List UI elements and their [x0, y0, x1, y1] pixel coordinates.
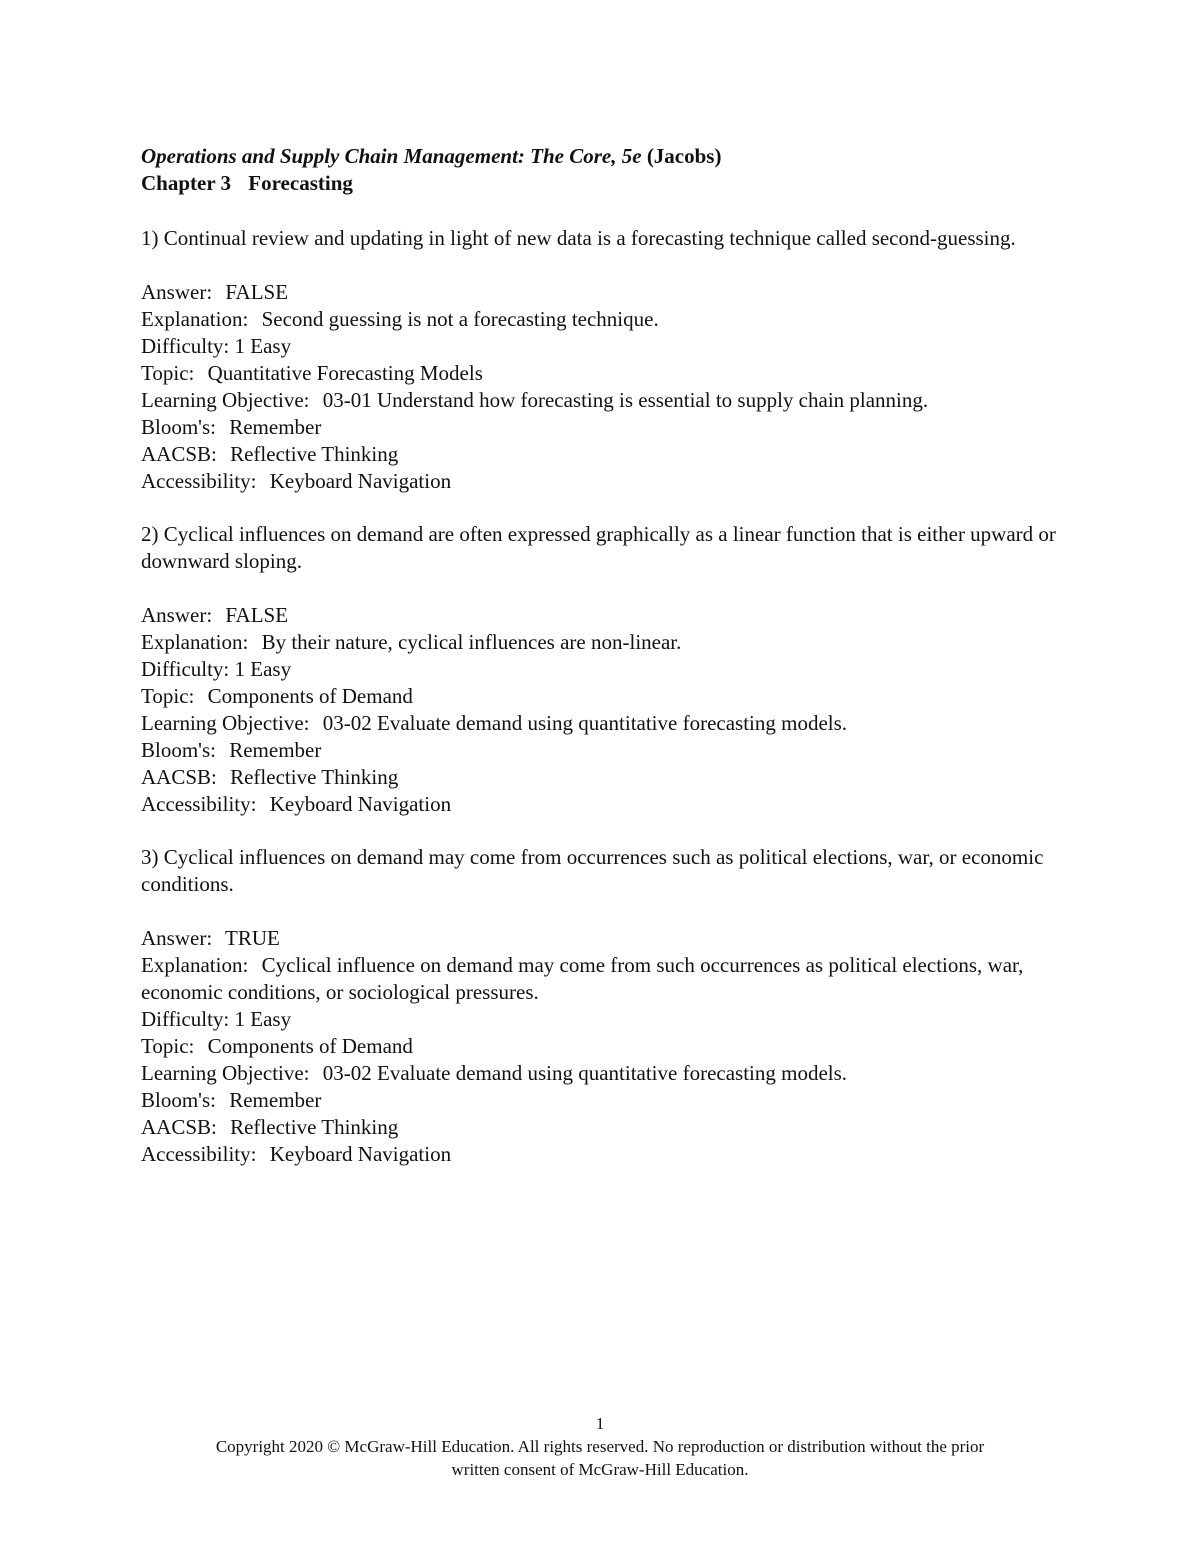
difficulty-value: 1 Easy: [234, 1007, 292, 1031]
aacsb-line: [141, 764, 1061, 791]
learning-objective-value: 03-02 Evaluate demand using quantitative forecasting models.: [322, 1061, 848, 1085]
difficulty-line: [141, 1006, 1061, 1033]
learning-objective-label: Learning Objective:: [141, 388, 310, 412]
copyright-line-1: Copyright 2020 © McGraw-Hill Education. All rights reserved. No reproduction or distribution without the prior: [215, 1437, 985, 1456]
question-text: 3) Cyclical influences on demand may come from occurrences such as political elections, war, or economic conditions.: [141, 845, 1044, 896]
blooms-line: [141, 737, 1061, 764]
difficulty-line: [141, 333, 1061, 360]
answer-label: Answer:: [141, 280, 213, 304]
topic-label: Topic:: [141, 684, 195, 708]
question-2: [141, 521, 1061, 818]
difficulty-label: Difficulty:: [141, 1007, 230, 1031]
answer-line: [141, 279, 1061, 306]
blooms-line: [141, 414, 1061, 441]
topic-value: Components of Demand: [207, 1034, 413, 1058]
aacsb-label: AACSB:: [141, 765, 217, 789]
explanation-line: [141, 952, 1061, 1006]
accessibility-label: Accessibility:: [141, 792, 257, 816]
learning-objective-line: [141, 1060, 1061, 1087]
blooms-line: [141, 1087, 1061, 1114]
answer-label: Answer:: [141, 603, 213, 627]
page-number: 1: [595, 1414, 605, 1433]
answer-line: [141, 602, 1061, 629]
explanation-value: By their nature, cyclical influences are non-linear.: [261, 630, 682, 654]
accessibility-value: Keyboard Navigation: [269, 1142, 452, 1166]
learning-objective-line: [141, 387, 1061, 414]
answer-line: [141, 925, 1061, 952]
aacsb-line: [141, 441, 1061, 468]
aacsb-label: AACSB:: [141, 442, 217, 466]
learning-objective-label: Learning Objective:: [141, 1061, 310, 1085]
topic-label: Topic:: [141, 361, 195, 385]
topic-line: [141, 1033, 1061, 1060]
blooms-label: Bloom's:: [141, 415, 216, 439]
question-1: [141, 225, 1061, 495]
learning-objective-label: Learning Objective:: [141, 711, 310, 735]
topic-value: Quantitative Forecasting Models: [207, 361, 483, 385]
document-title: [141, 143, 1061, 170]
page-content: [141, 143, 1061, 1194]
blooms-label: Bloom's:: [141, 1088, 216, 1112]
chapter-title: Forecasting: [248, 171, 353, 195]
accessibility-label: Accessibility:: [141, 1142, 257, 1166]
explanation-value: Cyclical influence on demand may come from such occurrences as political elections, war, economic conditions, or sociological pressures.: [141, 953, 1029, 1004]
accessibility-line: [141, 791, 1061, 818]
accessibility-value: Keyboard Navigation: [269, 792, 452, 816]
explanation-value: Second guessing is not a forecasting technique.: [261, 307, 659, 331]
accessibility-value: Keyboard Navigation: [269, 469, 452, 493]
explanation-label: Explanation:: [141, 953, 249, 977]
blooms-value: Remember: [229, 415, 322, 439]
explanation-line: [141, 629, 1061, 656]
accessibility-line: [141, 468, 1061, 495]
answer-value: TRUE: [225, 926, 280, 950]
topic-line: [141, 683, 1061, 710]
blooms-label: Bloom's:: [141, 738, 216, 762]
answer-value: FALSE: [225, 603, 289, 627]
blooms-value: Remember: [229, 1088, 322, 1112]
chapter-label: Chapter 3: [141, 171, 232, 195]
book-title: Operations and Supply Chain Management: The Core, 5e: [141, 144, 642, 168]
topic-value: Components of Demand: [207, 684, 413, 708]
explanation-line: [141, 306, 1061, 333]
learning-objective-line: [141, 710, 1061, 737]
difficulty-value: 1 Easy: [234, 657, 292, 681]
topic-line: [141, 360, 1061, 387]
blooms-value: Remember: [229, 738, 322, 762]
aacsb-label: AACSB:: [141, 1115, 217, 1139]
question-text: 2) Cyclical influences on demand are often expressed graphically as a linear function that is either upward or downward sloping.: [141, 522, 1056, 573]
difficulty-label: Difficulty:: [141, 657, 230, 681]
explanation-label: Explanation:: [141, 307, 249, 331]
difficulty-label: Difficulty:: [141, 334, 230, 358]
aacsb-line: [141, 1114, 1061, 1141]
question-3: [141, 844, 1061, 1168]
answer-value: FALSE: [225, 280, 289, 304]
aacsb-value: Reflective Thinking: [230, 1115, 399, 1139]
learning-objective-value: 03-02 Evaluate demand using quantitative forecasting models.: [322, 711, 848, 735]
aacsb-value: Reflective Thinking: [230, 765, 399, 789]
question-text: 1) Continual review and updating in light of new data is a forecasting technique called second-guessing.: [141, 226, 1016, 250]
difficulty-value: 1 Easy: [234, 334, 292, 358]
accessibility-label: Accessibility:: [141, 469, 257, 493]
learning-objective-value: 03-01 Understand how forecasting is essential to supply chain planning.: [322, 388, 929, 412]
answer-label: Answer:: [141, 926, 213, 950]
author: (Jacobs): [646, 144, 722, 168]
copyright-line-2: written consent of McGraw-Hill Education.: [451, 1460, 749, 1479]
page-footer: [100, 1413, 1100, 1481]
chapter-heading: [141, 170, 1061, 197]
difficulty-line: [141, 656, 1061, 683]
accessibility-line: [141, 1141, 1061, 1168]
explanation-label: Explanation:: [141, 630, 249, 654]
aacsb-value: Reflective Thinking: [230, 442, 399, 466]
topic-label: Topic:: [141, 1034, 195, 1058]
